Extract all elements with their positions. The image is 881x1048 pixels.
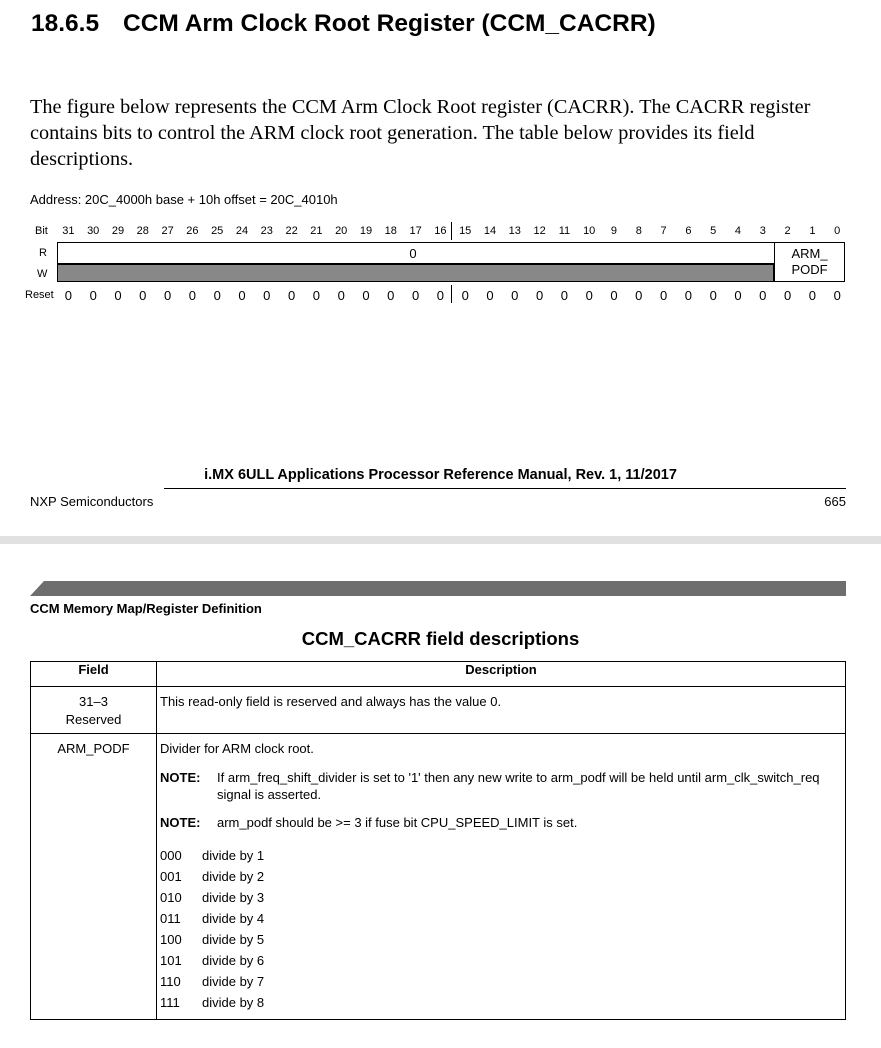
bit-number: 27 xyxy=(161,225,174,237)
reset-bit-value: 0 xyxy=(163,288,172,303)
page-separator xyxy=(0,536,881,544)
table-row xyxy=(31,687,846,734)
value-row xyxy=(160,971,842,992)
table-header-row xyxy=(31,662,846,687)
reset-bit-value: 0 xyxy=(783,288,792,303)
reset-bit-value: 0 xyxy=(114,288,122,303)
page-header-label: CCM Memory Map/Register Definition xyxy=(30,601,262,616)
field-cell xyxy=(31,734,157,1020)
reset-bit-value: 0 xyxy=(188,288,197,303)
reset-bit-value: 0 xyxy=(139,288,147,303)
page-header-bar xyxy=(30,581,846,596)
note-label: NOTE: xyxy=(160,770,201,785)
description-cell xyxy=(157,687,846,734)
bit-number: 0 xyxy=(834,225,841,237)
table-title: CCM_CACRR field descriptions xyxy=(301,628,580,649)
reset-bit-value: 0 xyxy=(635,288,643,303)
note-text: If arm_freq_shift_divider is set to '1' then any new write to arm_podf will be held until arm_clk_switch_req signal is asserted. xyxy=(217,770,820,802)
reset-bit-value: 0 xyxy=(362,288,370,303)
field-name: Reserved xyxy=(65,712,122,727)
table-row xyxy=(31,734,846,1020)
field-cell xyxy=(31,687,157,734)
section-title: CCM Arm Clock Root Register (CCM_CACRR) xyxy=(123,10,656,37)
bit-number: 23 xyxy=(260,225,273,237)
note-1 xyxy=(160,769,842,803)
reset-half-divider xyxy=(451,285,452,303)
field-column-header: Field xyxy=(31,662,157,687)
reset-bit-value: 0 xyxy=(312,288,321,303)
field-descriptions-table xyxy=(30,661,846,1020)
value-list xyxy=(160,845,842,1013)
value-meaning: divide by 4 xyxy=(202,911,265,926)
value-row xyxy=(160,950,842,971)
value-meaning: divide by 7 xyxy=(202,974,265,989)
reset-bit-value: 0 xyxy=(734,288,742,303)
bit-number: 3 xyxy=(759,225,766,237)
bit-number: 4 xyxy=(734,225,742,237)
reset-bit-value: 0 xyxy=(486,288,494,303)
reset-bit-value: 0 xyxy=(337,288,345,303)
bit-number: 10 xyxy=(583,225,596,237)
bit-number: 25 xyxy=(211,225,224,237)
note-text: arm_podf should be >= 3 if fuse bit CPU_SPEED_LIMIT is set. xyxy=(217,815,578,830)
description-text: This read-only field is reserved and always has the value 0. xyxy=(160,694,502,709)
value-code: 110 xyxy=(160,974,181,989)
bit-number: 13 xyxy=(508,225,521,237)
description-text: Divider for ARM clock root. xyxy=(160,741,314,756)
bit-number: 31 xyxy=(62,225,75,237)
reset-bit-value: 0 xyxy=(411,288,420,303)
value-meaning: divide by 2 xyxy=(202,869,265,884)
bit-number: 29 xyxy=(111,225,125,237)
section-heading xyxy=(31,10,656,38)
value-meaning: divide by 6 xyxy=(202,953,265,968)
reset-bit-value: 0 xyxy=(759,288,767,303)
reset-bit-value: 0 xyxy=(684,288,693,303)
reset-bit-value: 0 xyxy=(461,288,469,303)
bit-number: 28 xyxy=(136,225,149,237)
bit-row-label: Bit xyxy=(35,225,48,237)
write-row-reserved xyxy=(57,264,774,282)
bit-number: 21 xyxy=(310,225,323,237)
write-row-label: W xyxy=(37,268,48,280)
reset-bit-value: 0 xyxy=(89,288,97,303)
reset-bit-value: 0 xyxy=(659,288,668,303)
description-column-header: Description xyxy=(157,662,846,687)
read-row-label: R xyxy=(39,247,47,259)
reset-row-label: Reset xyxy=(25,289,54,301)
bit-number: 19 xyxy=(359,225,373,237)
value-row xyxy=(160,929,842,950)
value-meaning: divide by 1 xyxy=(202,848,265,863)
reset-bit-value: 0 xyxy=(535,288,544,303)
footer-rule xyxy=(164,488,846,489)
reset-bit-value: 0 xyxy=(213,288,221,303)
value-meaning: divide by 5 xyxy=(202,932,265,947)
note-label: NOTE: xyxy=(160,815,201,830)
arm-podf-line1: ARM_ xyxy=(791,246,828,261)
bit-number: 15 xyxy=(459,225,472,237)
value-row xyxy=(160,866,842,887)
bit-number: 6 xyxy=(685,225,692,237)
reset-bit-value: 0 xyxy=(64,288,73,303)
value-row xyxy=(160,845,842,866)
bit-number: 1 xyxy=(809,225,816,237)
intro-paragraph: The figure below represents the CCM Arm Clock Root register (CACRR). The CACRR register contains bits to control the ARM clock root generation. The table below provides its field descriptions. xyxy=(30,96,811,170)
bit-number: 22 xyxy=(285,225,298,237)
reset-bit-value: 0 xyxy=(560,288,569,303)
value-code: 001 xyxy=(160,869,182,884)
field-name: ARM_PODF xyxy=(57,741,130,756)
footer-page-number: 665 xyxy=(824,494,846,509)
read-row-reserved xyxy=(57,242,845,264)
bit-number: 30 xyxy=(87,225,100,237)
field-bits: 31–3 xyxy=(79,694,108,709)
reset-bit-value: 0 xyxy=(511,288,519,303)
bit-number: 24 xyxy=(235,225,249,237)
bit-number: 9 xyxy=(610,225,618,237)
bit-half-divider xyxy=(451,222,452,240)
bit-number: 8 xyxy=(635,225,642,237)
note-2 xyxy=(160,814,842,831)
reset-bit-value: 0 xyxy=(436,288,445,303)
bit-number: 12 xyxy=(533,225,546,237)
reserved-read-value: 0 xyxy=(409,246,417,261)
value-row xyxy=(160,908,842,929)
reset-bit-value: 0 xyxy=(263,288,271,303)
section-number: 18.6.5 xyxy=(31,10,100,37)
value-code: 101 xyxy=(160,953,182,968)
value-row xyxy=(160,992,842,1013)
reset-bit-value: 0 xyxy=(585,288,593,303)
reset-bit-value: 0 xyxy=(610,288,618,303)
bit-number: 17 xyxy=(409,225,422,237)
value-meaning: divide by 8 xyxy=(202,995,265,1010)
value-row xyxy=(160,887,842,908)
description-cell xyxy=(157,734,846,1020)
footer-company: NXP Semiconductors xyxy=(30,494,154,509)
arm-podf-line2: PODF xyxy=(791,262,828,277)
bit-number: 5 xyxy=(710,225,717,237)
reset-bit-value: 0 xyxy=(387,288,395,303)
reset-bit-value: 0 xyxy=(709,288,717,303)
footer-title: i.MX 6ULL Applications Processor Reference Manual, Rev. 1, 11/2017 xyxy=(204,467,677,483)
register-address: Address: 20C_4000h base + 10h offset = 20C_4010h xyxy=(30,192,338,207)
value-meaning: divide by 3 xyxy=(202,890,265,905)
bit-number: 20 xyxy=(335,225,348,237)
reset-bit-value: 0 xyxy=(287,288,296,303)
reset-bit-value: 0 xyxy=(238,288,246,303)
value-code: 000 xyxy=(160,848,182,863)
reset-bit-value: 0 xyxy=(808,288,817,303)
value-code: 111 xyxy=(160,995,180,1010)
bit-number: 2 xyxy=(784,225,791,237)
bit-number: 16 xyxy=(434,225,447,237)
value-code: 100 xyxy=(160,932,182,947)
bit-number: 14 xyxy=(483,225,497,237)
arm-podf-field xyxy=(774,242,845,282)
reset-bit-value: 0 xyxy=(833,288,841,303)
value-code: 010 xyxy=(160,890,182,905)
bit-number: 7 xyxy=(660,225,667,237)
bit-number: 18 xyxy=(384,225,397,237)
bit-number: 26 xyxy=(186,225,199,237)
bit-number: 11 xyxy=(558,225,571,237)
value-code: 011 xyxy=(160,911,181,926)
